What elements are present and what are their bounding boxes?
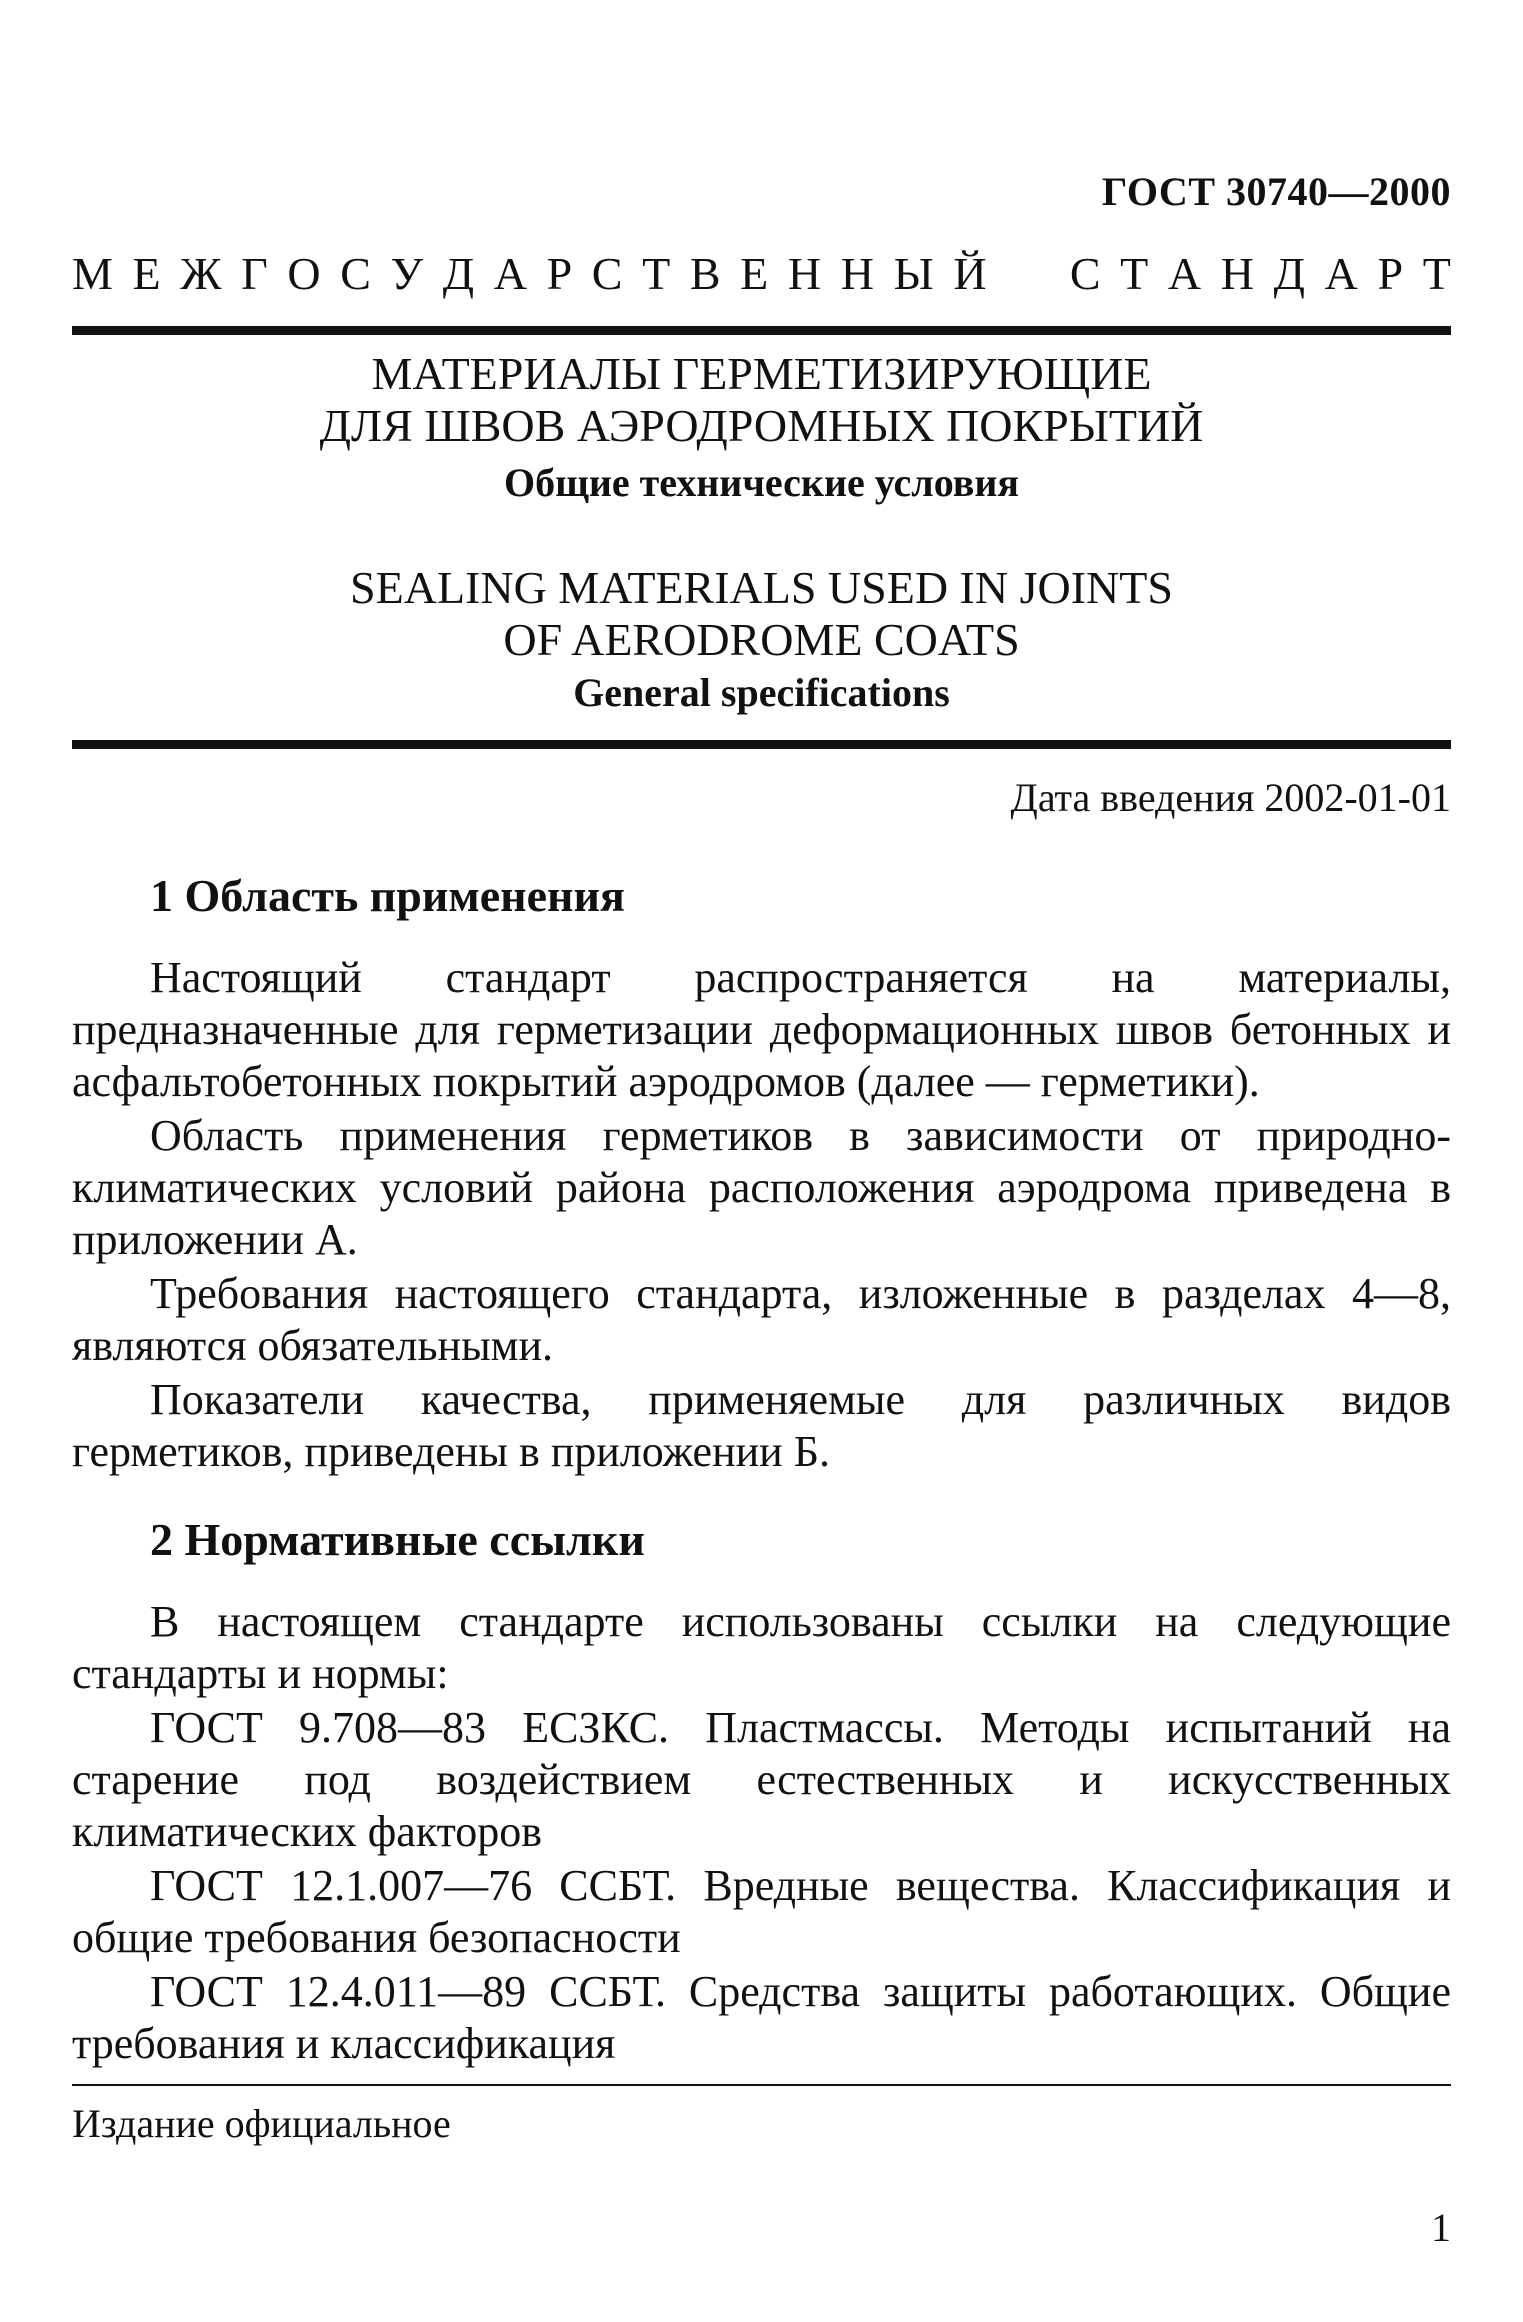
document-number: ГОСТ 30740—2000 <box>1101 169 1451 214</box>
letter: У <box>390 248 424 299</box>
letter: С <box>591 248 623 299</box>
letter: Т <box>1422 248 1451 299</box>
letter: А <box>1167 248 1202 299</box>
title-russian <box>72 348 1451 452</box>
edition-label: Издание официальное <box>72 2101 451 2146</box>
reference-item: ГОСТ 9.708—83 ЕСЗКС. Пластмассы. Методы испытаний на старение под воздействием естественных и искусственных климатических факторов <box>72 1703 1451 1856</box>
reference-item: ГОСТ 12.4.011—89 ССБТ. Средства защиты работающих. Общие требования и классификация <box>72 1967 1451 2068</box>
title-ru-line: МАТЕРИАЛЫ ГЕРМЕТИЗИРУЮЩИЕ <box>371 348 1152 399</box>
letter: Г <box>241 248 268 299</box>
top-divider <box>72 326 1451 335</box>
letter: Ж <box>180 248 222 299</box>
footer-divider <box>72 2084 1451 2086</box>
letter: С <box>1069 248 1101 299</box>
letter: Е <box>740 248 769 299</box>
letter: С <box>340 248 371 299</box>
reference-item: ГОСТ 12.1.007—76 ССБТ. Вредные вещества. Классификация и общие требования безопасности <box>72 1861 1451 1962</box>
title-divider <box>72 740 1451 749</box>
letter: Д <box>442 248 475 299</box>
letter: Н <box>840 248 874 299</box>
paragraph: Показатели качества, применяемые для различных видов герметиков, приведены в приложении Б. <box>72 1375 1451 1476</box>
title-en-line: SEALING MATERIALS USED IN JOINTS <box>350 562 1173 613</box>
paragraph: Настоящий стандарт распространяется на материалы, предназначенные для герметизации деформационных швов бетонных и асфальтобетонных покрытий аэродромов (далее — герметики). <box>72 953 1451 1106</box>
letter: Й <box>953 248 987 299</box>
title-ru-line: ДЛЯ ШВОВ АЭРОДРОМНЫХ ПОКРЫТИЙ <box>319 400 1204 451</box>
letter: Т <box>642 248 671 299</box>
letter: Ы <box>893 248 934 299</box>
paragraph: Область применения герметиков в зависимости от природно-климатических условий района расположения аэродрома приведена в приложении А. <box>72 1111 1451 1264</box>
paragraph: В настоящем стандарте использованы ссылки на следующие стандарты и нормы: <box>72 1597 1451 1698</box>
introduction-date: Дата введения 2002-01-01 <box>1010 775 1451 820</box>
letter: Н <box>787 248 822 299</box>
letter: А <box>1324 248 1358 299</box>
interstate-standard-label <box>72 246 1451 302</box>
subtitle-russian: Общие технические условия <box>503 460 1020 505</box>
title-en-line: OF AERODROME COATS <box>503 614 1020 665</box>
page-number: 1 <box>1431 2205 1451 2250</box>
letter: Т <box>1120 248 1149 299</box>
section-heading: 1 Область применения <box>150 870 625 921</box>
letter: О <box>287 248 321 299</box>
letter: Р <box>546 248 573 299</box>
subtitle-english: General specifications <box>573 670 950 715</box>
letter: Р <box>1377 248 1404 299</box>
letter: М <box>72 248 113 299</box>
letter: Е <box>132 248 161 299</box>
title-english <box>72 562 1451 666</box>
section-heading: 2 Нормативные ссылки <box>150 1514 645 1565</box>
letter: В <box>689 248 721 299</box>
letter: Н <box>1220 248 1254 299</box>
letter: Д <box>1273 248 1305 299</box>
letter: А <box>493 248 527 299</box>
paragraph: Требования настоящего стандарта, изложенные в разделах 4—8, являются обязательными. <box>72 1269 1451 1370</box>
word-gap <box>1006 246 1050 302</box>
